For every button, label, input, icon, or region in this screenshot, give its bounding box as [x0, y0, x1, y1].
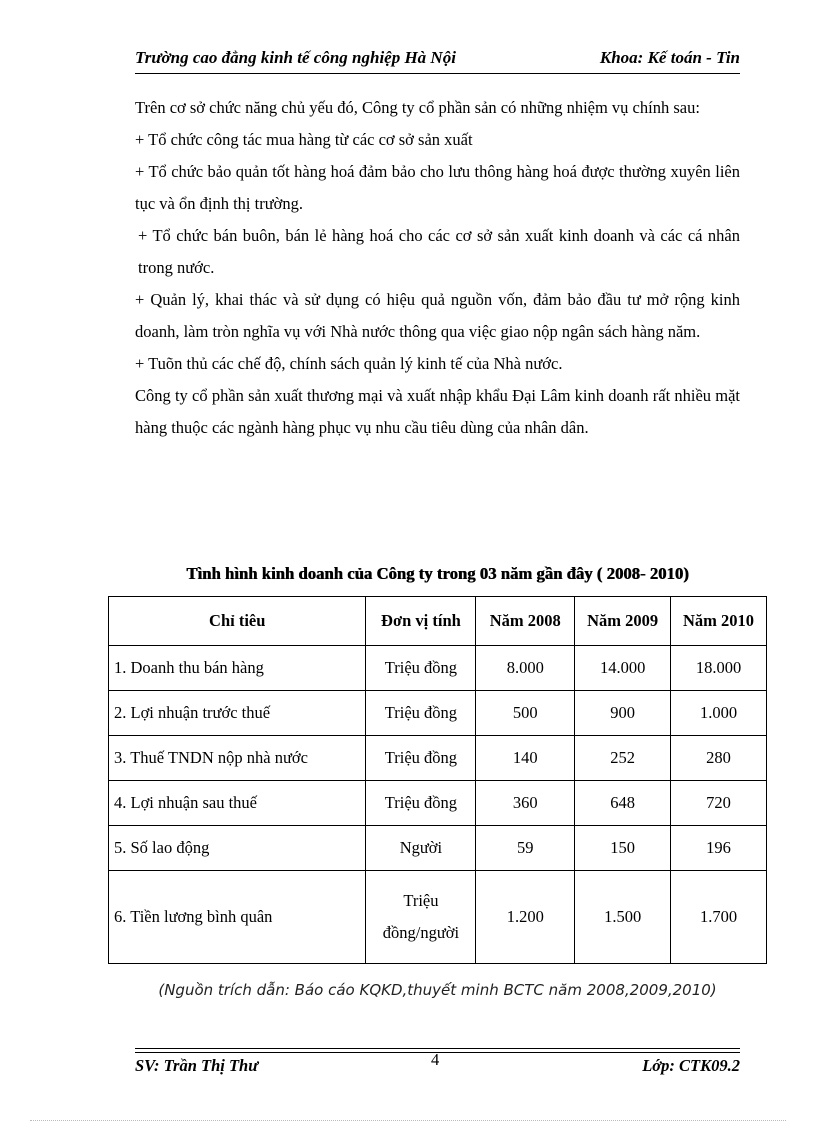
table-row [109, 646, 767, 691]
footer-divider [135, 1048, 740, 1049]
indicator-cell: 4. Lợi nhuận sau thuế [109, 781, 366, 826]
value-2008-cell: 1.200 [476, 871, 575, 964]
table-title: Tình hình kinh doanh của Công ty trong 03 năm gần đây ( 2008- 2010) [186, 564, 689, 583]
value-2008-cell: 140 [476, 736, 575, 781]
header-department: Khoa: Kế toán - Tin [599, 48, 740, 67]
indicator-cell: 2. Lợi nhuận trước thuế [109, 691, 366, 736]
value-2010-cell: 1.000 [671, 691, 767, 736]
value-2008-cell: 500 [476, 691, 575, 736]
page-header [135, 48, 740, 74]
indicator-cell: 3. Thuế TNDN nộp nhà nước [109, 736, 366, 781]
table-row [109, 871, 767, 964]
value-2009-cell: 648 [575, 781, 671, 826]
column-header: Năm 2008 [476, 597, 575, 646]
page-number: 4 [431, 1050, 440, 1069]
paragraph: + Tổ chức bán buôn, bán lẻ hàng hoá cho các cơ sở sản xuất kinh doanh và các cá nhân trong nước. [138, 226, 740, 277]
footer-student-name: SV: Trần Thị Thư [135, 1056, 259, 1075]
paragraph: + Tổ chức bảo quản tốt hàng hoá đảm bảo cho lưu thông hàng hoá được thường xuyên liên tục và ổn định thị trường. [135, 162, 740, 213]
indicator-cell: 1. Doanh thu bán hàng [109, 646, 366, 691]
value-2008-cell: 59 [476, 826, 575, 871]
footer-class: Lớp: CTK09.2 [642, 1056, 740, 1075]
unit-line: đồng/người [382, 923, 460, 942]
paragraph: Trên cơ sở chức năng chủ yếu đó, Công ty cổ phần sản có những nhiệm vụ chính sau: [135, 98, 700, 117]
value-2010-cell: 196 [671, 826, 767, 871]
unit-cell: Triệu đồng [366, 691, 476, 736]
paragraph: Công ty cổ phần sản xuất thương mại và xuất nhập khẩu Đại Lâm kinh doanh rất nhiều mặt hàng thuộc các ngành hàng phục vụ nhu cầu tiêu dùng của nhân dân. [135, 386, 740, 437]
value-2008-cell: 360 [476, 781, 575, 826]
unit-cell: Triệu đồng [366, 646, 476, 691]
value-2010-cell: 720 [671, 781, 767, 826]
value-2010-cell: 280 [671, 736, 767, 781]
page-edge-dotted-line [30, 1120, 786, 1121]
column-header: Năm 2009 [575, 597, 671, 646]
paragraph: + Quản lý, khai thác và sử dụng có hiệu quả nguồn vốn, đảm bảo đầu tư mở rộng kinh doanh, làm tròn nghĩa vụ với Nhà nước thông qua việc giao nộp ngân sách hàng năm. [135, 290, 740, 341]
unit-line: Triệu [403, 891, 439, 910]
paragraph: + Tuõn thủ các chế độ, chính sách quản lý kinh tế của Nhà nước. [135, 354, 563, 373]
value-2010-cell: 1.700 [671, 871, 767, 964]
value-2010-cell: 18.000 [671, 646, 767, 691]
value-2009-cell: 1.500 [575, 871, 671, 964]
unit-cell [366, 871, 476, 964]
table-row [109, 691, 767, 736]
table-row [109, 826, 767, 871]
column-header: Chỉ tiêu [109, 597, 366, 646]
header-divider [135, 73, 740, 74]
column-header: Năm 2010 [671, 597, 767, 646]
unit-cell: Triệu đồng [366, 736, 476, 781]
paragraph: + Tổ chức công tác mua hàng từ các cơ sở sản xuất [135, 130, 473, 149]
value-2009-cell: 252 [575, 736, 671, 781]
table-header-row [109, 597, 767, 646]
value-2009-cell: 14.000 [575, 646, 671, 691]
page-footer [135, 1050, 740, 1080]
unit-cell: Người [366, 826, 476, 871]
indicator-cell: 5. Số lao động [109, 826, 366, 871]
value-2008-cell: 8.000 [476, 646, 575, 691]
table-row [109, 781, 767, 826]
value-2009-cell: 150 [575, 826, 671, 871]
body-text [135, 92, 740, 444]
header-school-name: Trường cao đẳng kinh tế công nghiệp Hà Nội [135, 48, 456, 67]
value-2009-cell: 900 [575, 691, 671, 736]
unit-cell: Triệu đồng [366, 781, 476, 826]
business-results-table [108, 596, 767, 964]
indicator-cell: 6. Tiền lương bình quân [109, 871, 366, 964]
column-header: Đơn vị tính [366, 597, 476, 646]
table-row [109, 736, 767, 781]
table-source-note: (Nguồn trích dẫn: Báo cáo KQKD,thuyết minh BCTC năm 2008,2009,2010) [158, 981, 717, 999]
